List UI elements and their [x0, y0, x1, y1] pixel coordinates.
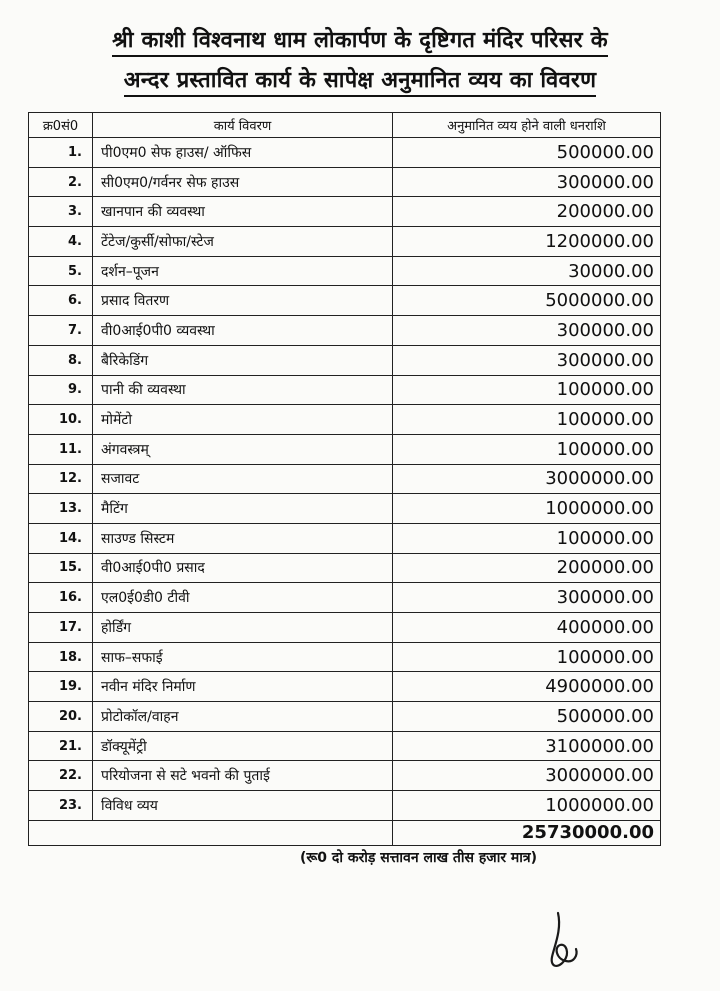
row-amount: 100000.00	[393, 434, 661, 464]
row-description: होर्डिंग	[93, 613, 393, 643]
row-amount: 200000.00	[393, 553, 661, 583]
row-serial-no: 3.	[29, 197, 93, 227]
table-row	[29, 672, 661, 702]
total-row	[29, 820, 661, 845]
row-serial-no: 13.	[29, 494, 93, 524]
row-description: प्रसाद वितरण	[93, 286, 393, 316]
document-title-line-2: अन्दर प्रस्तावित कार्य के सापेक्ष अनुमानित व्यय का विवरण	[0, 64, 720, 94]
row-serial-no: 10.	[29, 405, 93, 435]
table-row	[29, 494, 661, 524]
expense-table	[28, 112, 661, 846]
row-amount: 5000000.00	[393, 286, 661, 316]
row-amount: 500000.00	[393, 138, 661, 168]
row-amount: 1000000.00	[393, 494, 661, 524]
table-row	[29, 256, 661, 286]
row-amount: 300000.00	[393, 345, 661, 375]
table-row	[29, 197, 661, 227]
row-serial-no: 15.	[29, 553, 93, 583]
row-description: प्रोटोकॉल/वाहन	[93, 702, 393, 732]
table-row	[29, 583, 661, 613]
row-amount: 4900000.00	[393, 672, 661, 702]
row-serial-no: 23.	[29, 791, 93, 821]
row-description: टेंटेज/कुर्सी/सोफा/स्टेज	[93, 227, 393, 257]
row-description: सजावट	[93, 464, 393, 494]
row-description: खानपान की व्यवस्था	[93, 197, 393, 227]
row-amount: 3100000.00	[393, 731, 661, 761]
table-row	[29, 375, 661, 405]
table-row	[29, 791, 661, 821]
row-description: एल0ई0डी0 टीवी	[93, 583, 393, 613]
row-serial-no: 2.	[29, 167, 93, 197]
row-description: साउण्ड सिस्टम	[93, 523, 393, 553]
row-description: साफ–सफाई	[93, 642, 393, 672]
row-description: नवीन मंदिर निर्माण	[93, 672, 393, 702]
row-description: मैटिंग	[93, 494, 393, 524]
table-header-row	[29, 113, 661, 138]
row-serial-no: 9.	[29, 375, 93, 405]
row-serial-no: 8.	[29, 345, 93, 375]
row-serial-no: 7.	[29, 316, 93, 346]
table-row	[29, 731, 661, 761]
table-row	[29, 345, 661, 375]
row-amount: 100000.00	[393, 642, 661, 672]
row-description: दर्शन–पूजन	[93, 256, 393, 286]
table-row	[29, 553, 661, 583]
row-description: पानी की व्यवस्था	[93, 375, 393, 405]
row-description: बैरिकेडिंग	[93, 345, 393, 375]
row-serial-no: 1.	[29, 138, 93, 168]
row-serial-no: 5.	[29, 256, 93, 286]
row-serial-no: 22.	[29, 761, 93, 791]
row-serial-no: 11.	[29, 434, 93, 464]
header-work-description: कार्य विवरण	[93, 113, 393, 138]
row-serial-no: 18.	[29, 642, 93, 672]
row-amount: 500000.00	[393, 702, 661, 732]
row-serial-no: 20.	[29, 702, 93, 732]
row-amount: 1200000.00	[393, 227, 661, 257]
row-serial-no: 4.	[29, 227, 93, 257]
table-row	[29, 405, 661, 435]
table-row	[29, 523, 661, 553]
row-description: वी0आई0पी0 व्यवस्था	[93, 316, 393, 346]
row-amount: 400000.00	[393, 613, 661, 643]
header-estimated-amount: अनुमानित व्यय होने वाली धनराशि	[393, 113, 661, 138]
row-amount: 1000000.00	[393, 791, 661, 821]
row-amount: 3000000.00	[393, 761, 661, 791]
table-row	[29, 286, 661, 316]
row-serial-no: 6.	[29, 286, 93, 316]
row-description: पी0एम0 सेफ हाउस/ ऑफिस	[93, 138, 393, 168]
row-description: वी0आई0पी0 प्रसाद	[93, 553, 393, 583]
row-description: परियोजना से सटे भवनो की पुताई	[93, 761, 393, 791]
table-row	[29, 642, 661, 672]
row-serial-no: 21.	[29, 731, 93, 761]
row-amount: 100000.00	[393, 375, 661, 405]
header-serial-no: क्र0सं0	[29, 113, 93, 138]
table-row	[29, 138, 661, 168]
row-amount: 3000000.00	[393, 464, 661, 494]
row-amount: 30000.00	[393, 256, 661, 286]
table-row	[29, 761, 661, 791]
row-amount: 300000.00	[393, 316, 661, 346]
row-description: डॉक्यूमेंट्री	[93, 731, 393, 761]
row-serial-no: 12.	[29, 464, 93, 494]
row-amount: 200000.00	[393, 197, 661, 227]
total-label-cell	[29, 820, 393, 845]
table-row	[29, 316, 661, 346]
table-row	[29, 702, 661, 732]
table-row	[29, 227, 661, 257]
row-description: अंगवस्त्रम्	[93, 434, 393, 464]
row-description: विविध व्यय	[93, 791, 393, 821]
row-amount: 300000.00	[393, 583, 661, 613]
row-serial-no: 19.	[29, 672, 93, 702]
row-amount: 300000.00	[393, 167, 661, 197]
row-amount: 100000.00	[393, 405, 661, 435]
table-row	[29, 464, 661, 494]
table-row	[29, 434, 661, 464]
row-description: मोमेंटो	[93, 405, 393, 435]
signature	[540, 905, 600, 975]
row-serial-no: 17.	[29, 613, 93, 643]
document-title-line-1: श्री काशी विश्वनाथ धाम लोकार्पण के दृष्टिगत मंदिर परिसर के	[0, 24, 720, 54]
row-description: सी0एम0/गर्वनर सेफ हाउस	[93, 167, 393, 197]
amount-in-words: (रू0 दो करोड़ सत्तावन लाख तीस हजार मात्र)	[300, 850, 538, 866]
row-amount: 100000.00	[393, 523, 661, 553]
total-amount: 25730000.00	[393, 820, 661, 845]
table-row	[29, 613, 661, 643]
row-serial-no: 14.	[29, 523, 93, 553]
table-row	[29, 167, 661, 197]
row-serial-no: 16.	[29, 583, 93, 613]
